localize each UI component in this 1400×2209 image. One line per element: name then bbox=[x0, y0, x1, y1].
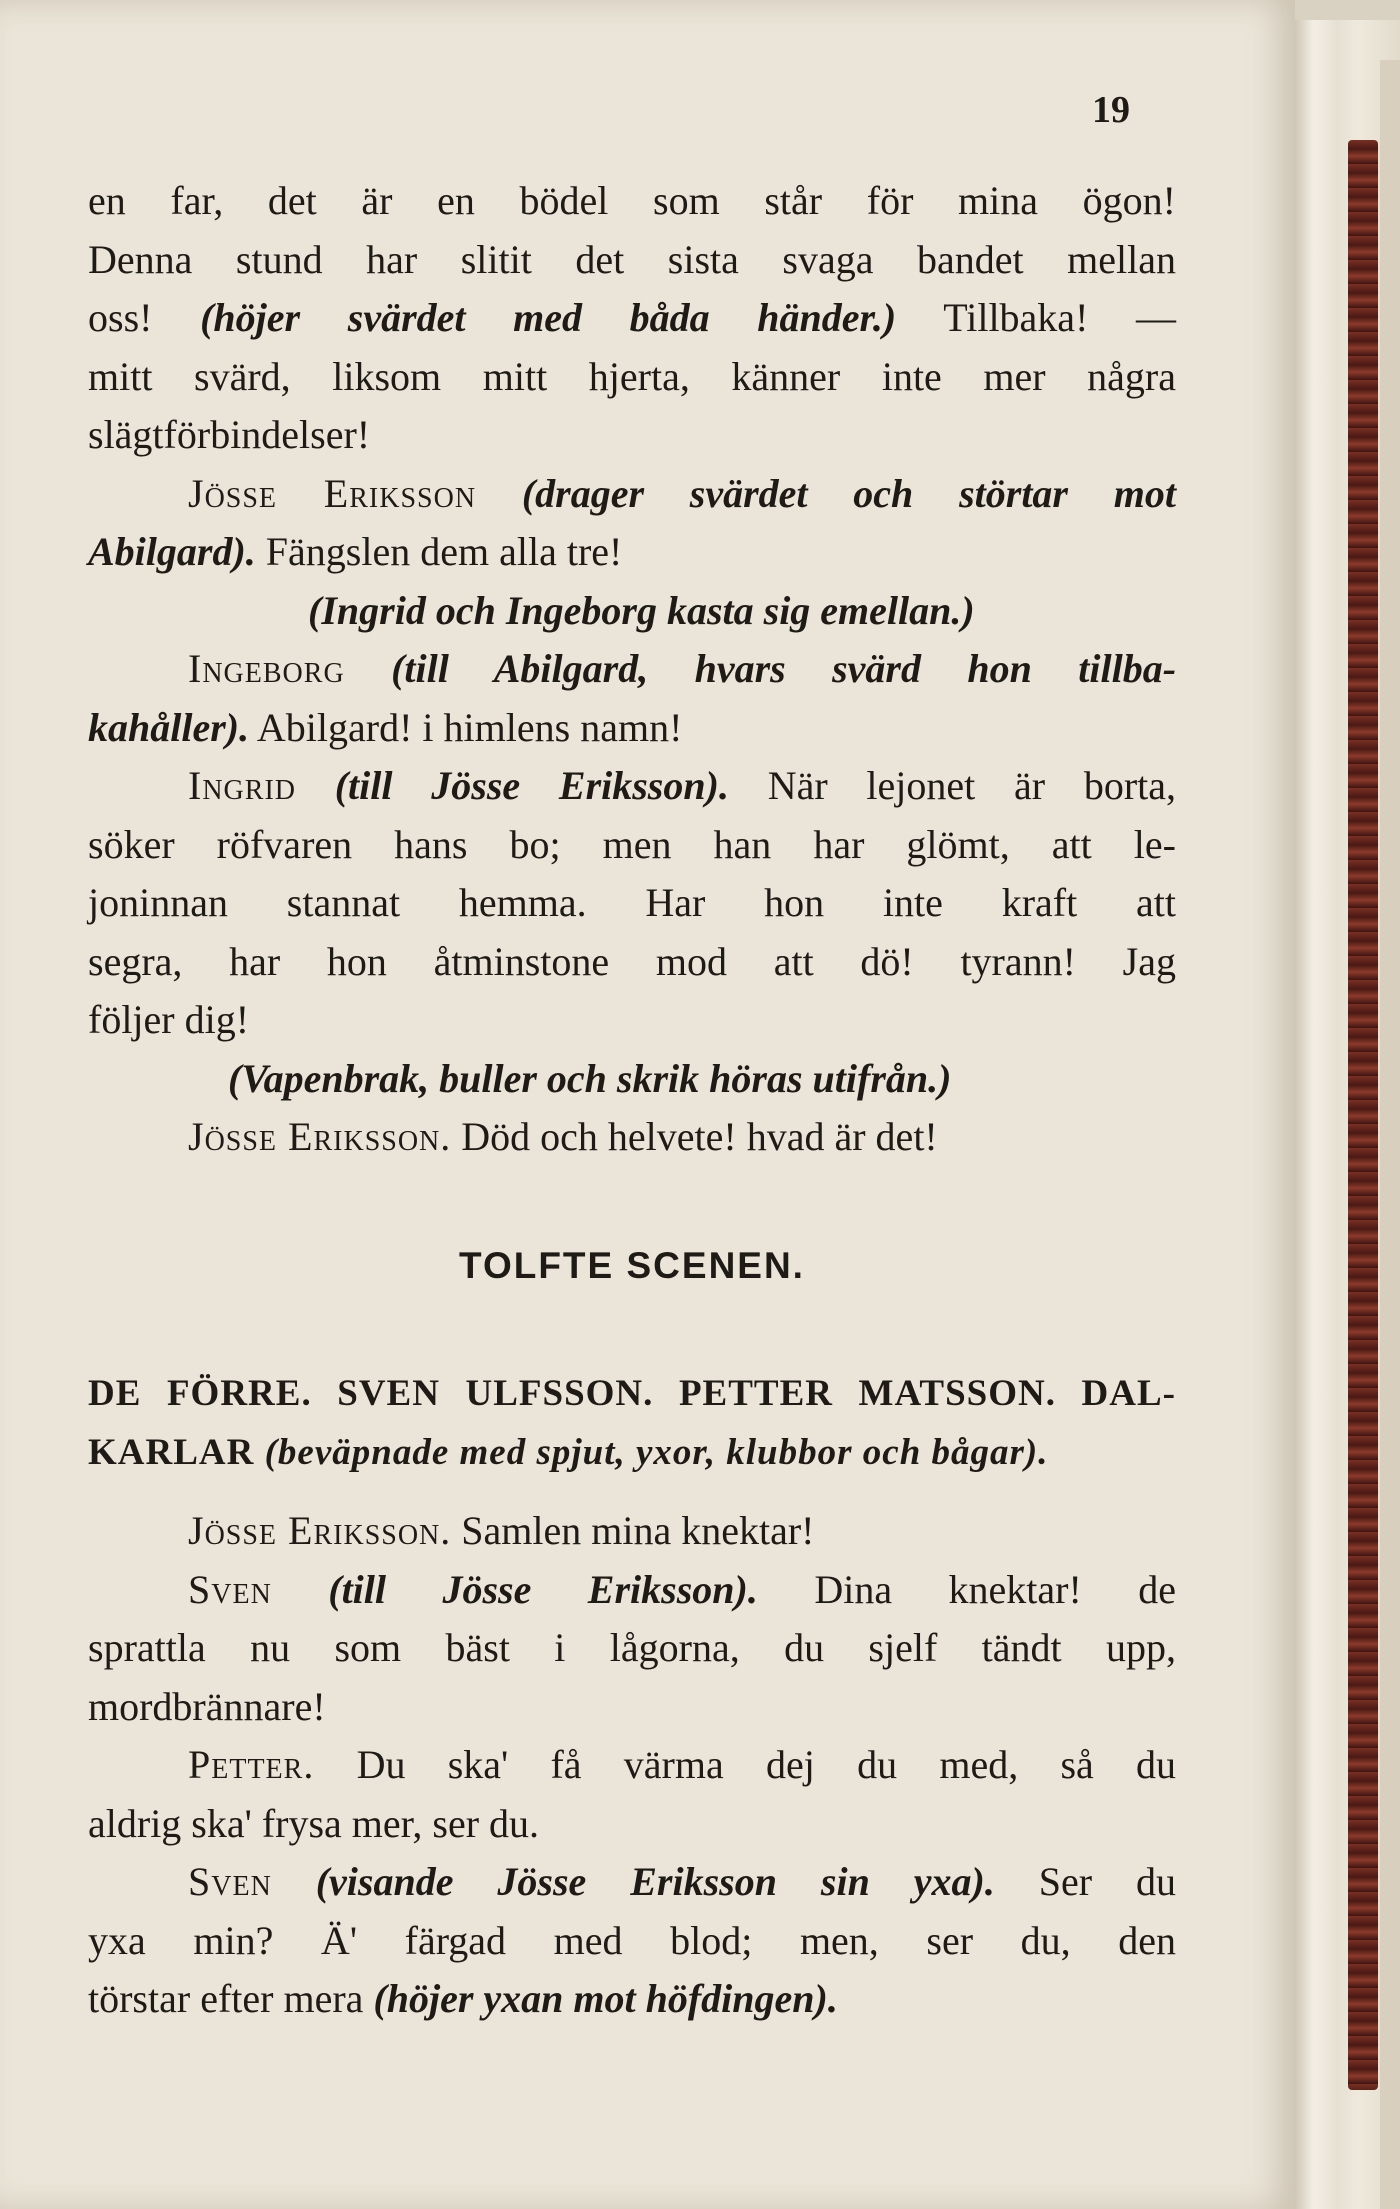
scene-heading: TOLFTE SCENEN. bbox=[459, 1244, 805, 1286]
text-line: söker röfvaren hans bo; men han har glömt, att le- bbox=[88, 821, 1176, 867]
stage-direction: kahåller). bbox=[88, 704, 250, 750]
text-line: följer dig! bbox=[88, 997, 250, 1042]
page-number: 19 bbox=[1092, 89, 1130, 131]
text-line: mordbrännare! bbox=[88, 1683, 326, 1729]
cast-list: KARLAR (beväpnade med spjut, yxor, klubbor och bågar). bbox=[88, 1431, 1049, 1473]
stage-direction: (till Jösse Eriksson). bbox=[328, 1566, 758, 1612]
text-line: yxa min? Ä' färgad med blod; men, ser du, den bbox=[88, 1917, 1176, 1963]
text-line: aldrig ska' frysa mer, ser du. bbox=[88, 1800, 540, 1846]
speech-line bbox=[88, 465, 1176, 524]
speaker-name: Ingeborg bbox=[188, 646, 345, 691]
text-line: en far, det är en bödel som står för mina ögon! bbox=[88, 178, 1176, 223]
page-text bbox=[88, 172, 1176, 2029]
text-line: oss! (höjer svärdet med båda händer.) Tillbaka! — bbox=[88, 295, 1177, 340]
stage-direction: (visande Jösse Eriksson sin yxa). bbox=[315, 1859, 995, 1904]
text-line: segra, har hon åtminstone mod att dö! tyrann! Jag bbox=[88, 938, 1176, 984]
text-line: joninnan stannat hemma. Har hon inte kraft att bbox=[88, 880, 1176, 925]
speaker-name: Sven bbox=[188, 1859, 272, 1904]
speech-line: Jösse Eriksson. Samlen mina knektar! bbox=[188, 1508, 815, 1553]
text-line: kahåller). Abilgard! i himlens namn! bbox=[88, 704, 683, 750]
text-line: Denna stund har slitit det sista svaga bandet mellan bbox=[88, 236, 1176, 282]
speaker-name: Jösse Eriksson bbox=[188, 470, 477, 516]
stage-direction-line: (Vapenbrak, buller och skrik höras utifrån.) bbox=[228, 1055, 952, 1101]
book-cover-edge bbox=[1380, 60, 1400, 2209]
speech-line: Sven (till Jösse Eriksson). Dina knektar! de bbox=[188, 1566, 1176, 1612]
book-binding bbox=[1348, 140, 1378, 2090]
text-line: mitt svärd, liksom mitt hjerta, känner inte mer några bbox=[88, 353, 1176, 399]
text-line: slägtförbindelser! bbox=[88, 412, 371, 457]
stage-direction: (höjer svärdet med båda händer.) bbox=[200, 295, 897, 340]
text-line: törstar efter mera (höjer yxan mot höfdingen). bbox=[88, 1976, 838, 2021]
stage-direction: (höjer yxan mot höfdingen). bbox=[373, 1976, 838, 2021]
text-line: sprattla nu som bäst i lågorna, du sjelf tändt upp, bbox=[88, 1625, 1176, 1670]
speaker-name: Jösse Eriksson. bbox=[188, 1508, 452, 1553]
speaker-name: Jösse Eriksson. bbox=[188, 1114, 452, 1159]
speaker-name: Sven bbox=[188, 1566, 272, 1612]
cast-list: DE FÖRRE. SVEN ULFSSON. PETTER MATSSON. DAL- bbox=[88, 1373, 1176, 1414]
speech-line: Ingrid (till Jösse Eriksson). När lejonet är borta, bbox=[188, 763, 1177, 808]
stage-direction: (till Jösse Eriksson). bbox=[334, 763, 729, 808]
speech-line bbox=[88, 640, 1176, 699]
stage-direction: (till Abilgard, hvars svärd hon tillba- bbox=[391, 646, 1177, 691]
speech-line: Petter. Du ska' få värma dej du med, så du bbox=[188, 1742, 1177, 1787]
speech-line: Sven (visande Jösse Eriksson sin yxa). Ser du bbox=[188, 1859, 1177, 1904]
stage-direction: (drager svärdet och störtar mot bbox=[521, 470, 1176, 516]
stage-direction-line: (Ingrid och Ingeborg kasta sig emellan.) bbox=[308, 587, 975, 633]
text-line: Abilgard). Fängslen dem alla tre! bbox=[88, 529, 623, 574]
stage-direction: Abilgard). bbox=[88, 529, 256, 574]
stage-direction: (beväpnade med spjut, yxor, klubbor och bågar). bbox=[264, 1431, 1049, 1473]
speaker-name: Petter. bbox=[188, 1742, 315, 1787]
speech-line: Jösse Eriksson. Död och helvete! hvad är det! bbox=[188, 1114, 938, 1159]
speaker-name: Ingrid bbox=[188, 763, 296, 808]
